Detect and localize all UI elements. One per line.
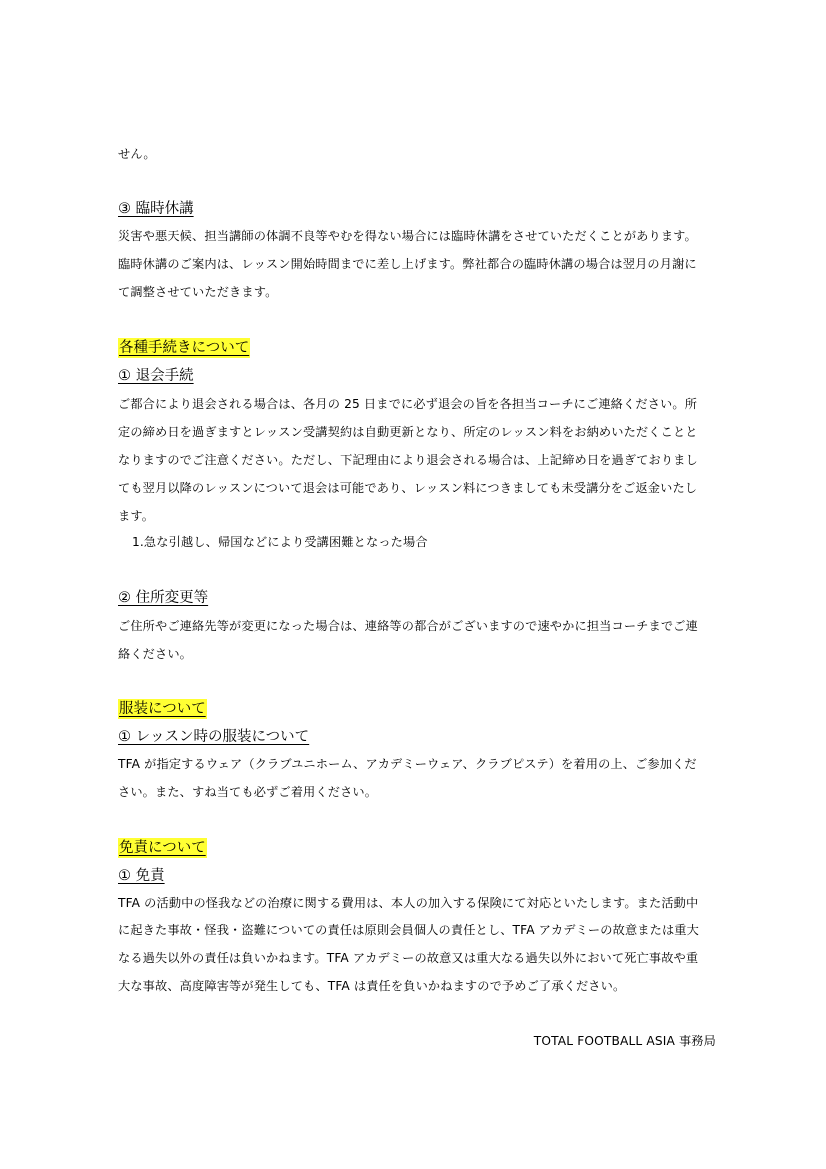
subheading-temporary-closure: ③ 臨時休講 (118, 201, 194, 217)
paragraph-line: 災害や悪天候、担当講師の体調不良等やむを得ない場合には臨時休講をさせていただくことがあります。 (118, 229, 697, 243)
paragraph-line: て調整させていただきます。 (118, 285, 278, 299)
paragraph-line: 定の締め日を過ぎますとレッスン受講契約は自動更新となり、所定のレッスン料をお納めいただくことと (118, 425, 698, 439)
paragraph-line: さい。また、すね当ても必ずご着用ください。 (118, 785, 378, 799)
section-heading-clothing: 服装について (119, 701, 206, 717)
subheading-withdrawal: ① 退会手続 (118, 368, 194, 384)
paragraph-line: なる過失以外の責任は負いかねます。TFA アカデミーの故意又は重大なる過失以外において死亡事故や重 (118, 951, 699, 965)
paragraph-line: ても翌月以降のレッスンについて退会は可能であり、レッスン料につきましても未受講分をご返金いたし (118, 481, 698, 495)
paragraph-line: ます。 (118, 509, 155, 523)
subheading-lesson-clothing: ① レッスン時の服装について (118, 729, 310, 745)
paragraph-line: 臨時休講のご案内は、レッスン開始時間までに差し上げます。弊社都合の臨時休講の場合は翌月の月謝に (118, 257, 697, 271)
paragraph-line: TFA が指定するウェア（クラブユニホーム、アカデミーウェア、クラブピステ）を着用の上、ご参加くだ (118, 757, 697, 771)
list-item: 1.急な引越し、帰国などにより受講困難となった場合 (132, 535, 428, 549)
paragraph-line: 絡ください。 (118, 647, 193, 661)
continued-text: せん。 (118, 147, 156, 161)
paragraph-line: TFA の活動中の怪我などの治療に関する費用は、本人の加入する保険にて対応といたします。また活動中 (118, 896, 699, 910)
subheading-address-change: ② 住所変更等 (118, 590, 209, 606)
section-heading-disclaimer: 免責について (119, 840, 206, 856)
paragraph-line: 大な事故、高度障害等が発生しても、TFA は責任を負いかねますので予めご了承ください。 (118, 979, 626, 993)
subheading-disclaimer: ① 免責 (118, 868, 165, 884)
paragraph-line: ご都合により退会される場合は、各月の 25 日までに必ず退会の旨を各担当コーチにご連絡ください。所 (118, 397, 698, 411)
office-signature: TOTAL FOOTBALL ASIA 事務局 (533, 1034, 716, 1048)
paragraph-line: ご住所やご連絡先等が変更になった場合は、連絡等の都合がございますので速やかに担当コーチまでご連 (118, 619, 698, 633)
paragraph-line: なりますのでご注意ください。ただし、下記理由により退会される場合は、上記締め日を過ぎておりまし (118, 453, 698, 467)
section-heading-procedures: 各種手続きについて (119, 340, 250, 356)
paragraph-line: に起きた事故・怪我・盗難についての責任は原則会員個人の責任とし、TFA アカデミーの故意または重大 (118, 923, 699, 937)
